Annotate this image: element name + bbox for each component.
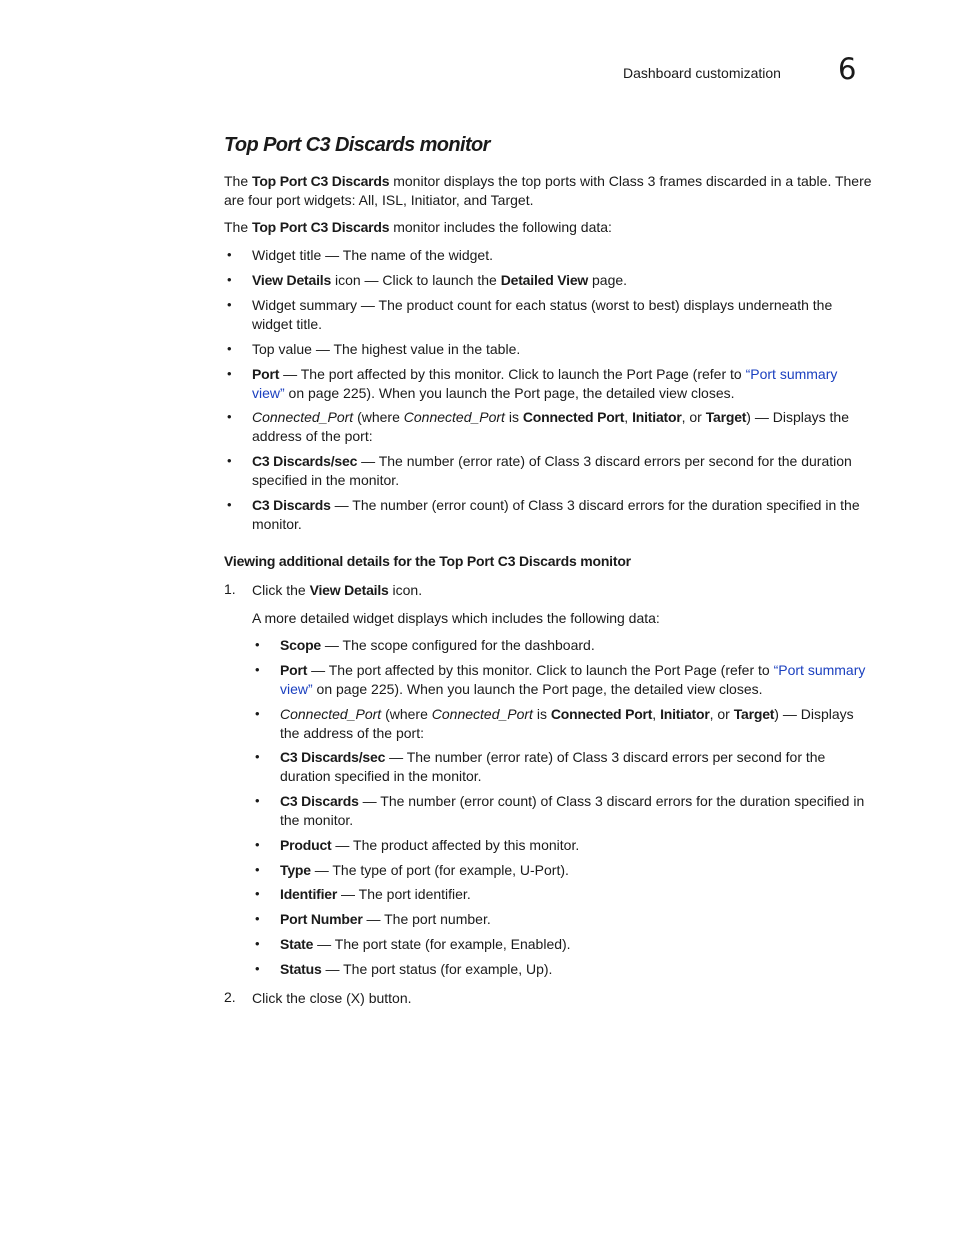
bullet-icon: • xyxy=(227,297,232,312)
bullet-icon: • xyxy=(255,886,260,901)
list-item: Port — The port affected by this monitor. Click to launch the Port Page (refer to “Port summary view” on page 225). When you launch the Port page, the detailed view closes. xyxy=(252,366,838,401)
step-number: 2. xyxy=(224,989,236,1005)
bullet-icon: • xyxy=(255,637,260,652)
port-summary-link[interactable]: “Port summary view” xyxy=(252,366,838,401)
bullet-icon: • xyxy=(227,272,232,287)
bullet-icon: • xyxy=(227,409,232,424)
list-item: View Details icon — Click to launch the Detailed View page. xyxy=(252,272,628,288)
step-description: A more detailed widget displays which includes the following data: xyxy=(252,610,660,626)
bullet-icon: • xyxy=(227,453,232,468)
list-item: Port — The port affected by this monitor. Click to launch the Port Page (refer to “Port summary view” on page 225). When you launch the Port page, the detailed view closes. xyxy=(280,662,866,697)
list-item: C3 Discards — The number (error count) of Class 3 discard errors for the duration specified in the monitor. xyxy=(252,497,860,532)
bullet-icon: • xyxy=(255,662,260,677)
list-item: Connected_Port (where Connected_Port is Connected Port, Initiator, or Target) — Displays the address of the port: xyxy=(252,409,849,444)
list-item: Status — The port status (for example, Up). xyxy=(280,961,553,977)
step-text: Click the View Details icon. xyxy=(252,582,423,598)
bullet-icon: • xyxy=(227,497,232,512)
list-item: State — The port state (for example, Enabled). xyxy=(280,936,571,952)
bullet-icon: • xyxy=(227,341,232,356)
list-item: Widget summary — The product count for each status (worst to best) displays underneath the widget title. xyxy=(252,297,833,332)
step-number: 1. xyxy=(224,581,236,597)
intro-paragraph-2: The Top Port C3 Discards monitor includes the following data: xyxy=(224,219,612,235)
list-item: Product — The product affected by this monitor. xyxy=(280,837,580,853)
list-item: Port Number — The port number. xyxy=(280,911,491,927)
list-item: Scope — The scope configured for the dashboard. xyxy=(280,637,595,653)
bullet-icon: • xyxy=(255,793,260,808)
intro-paragraph-1: The Top Port C3 Discards monitor displays the top ports with Class 3 frames discarded in a table. There are four port widgets: All, ISL, Initiator, and Target. xyxy=(224,173,872,208)
bullet-icon: • xyxy=(255,936,260,951)
list-item: Identifier — The port identifier. xyxy=(280,886,471,902)
bullet-icon: • xyxy=(227,247,232,262)
list-item: C3 Discards/sec — The number (error rate) of Class 3 discard errors per second for the duration specified in the monitor. xyxy=(252,453,852,488)
step-text: Click the close (X) button. xyxy=(252,990,412,1006)
bullet-icon: • xyxy=(255,961,260,976)
list-item: Widget title — The name of the widget. xyxy=(252,247,493,263)
bullet-icon: • xyxy=(255,749,260,764)
section-title: Top Port C3 Discards monitor xyxy=(224,134,490,156)
list-item: C3 Discards — The number (error count) of Class 3 discard errors for the duration specified in the monitor. xyxy=(280,793,865,828)
subheading: Viewing additional details for the Top Port C3 Discards monitor xyxy=(224,553,631,569)
bullet-icon: • xyxy=(255,911,260,926)
chapter-number: 6 xyxy=(838,52,857,86)
list-item: C3 Discards/sec — The number (error rate) of Class 3 discard errors per second for the duration specified in the monitor. xyxy=(280,749,826,784)
list-item: Top value — The highest value in the table. xyxy=(252,341,521,357)
bullet-icon: • xyxy=(227,366,232,381)
running-header: Dashboard customization xyxy=(623,65,781,81)
bullet-icon: • xyxy=(255,706,260,721)
bullet-icon: • xyxy=(255,837,260,852)
list-item: Connected_Port (where Connected_Port is Connected Port, Initiator, or Target) — Displays the address of the port: xyxy=(280,706,854,741)
port-summary-link[interactable]: “Port summary view” xyxy=(280,662,866,697)
list-item: Type — The type of port (for example, U-Port). xyxy=(280,862,569,878)
bullet-icon: • xyxy=(255,862,260,877)
